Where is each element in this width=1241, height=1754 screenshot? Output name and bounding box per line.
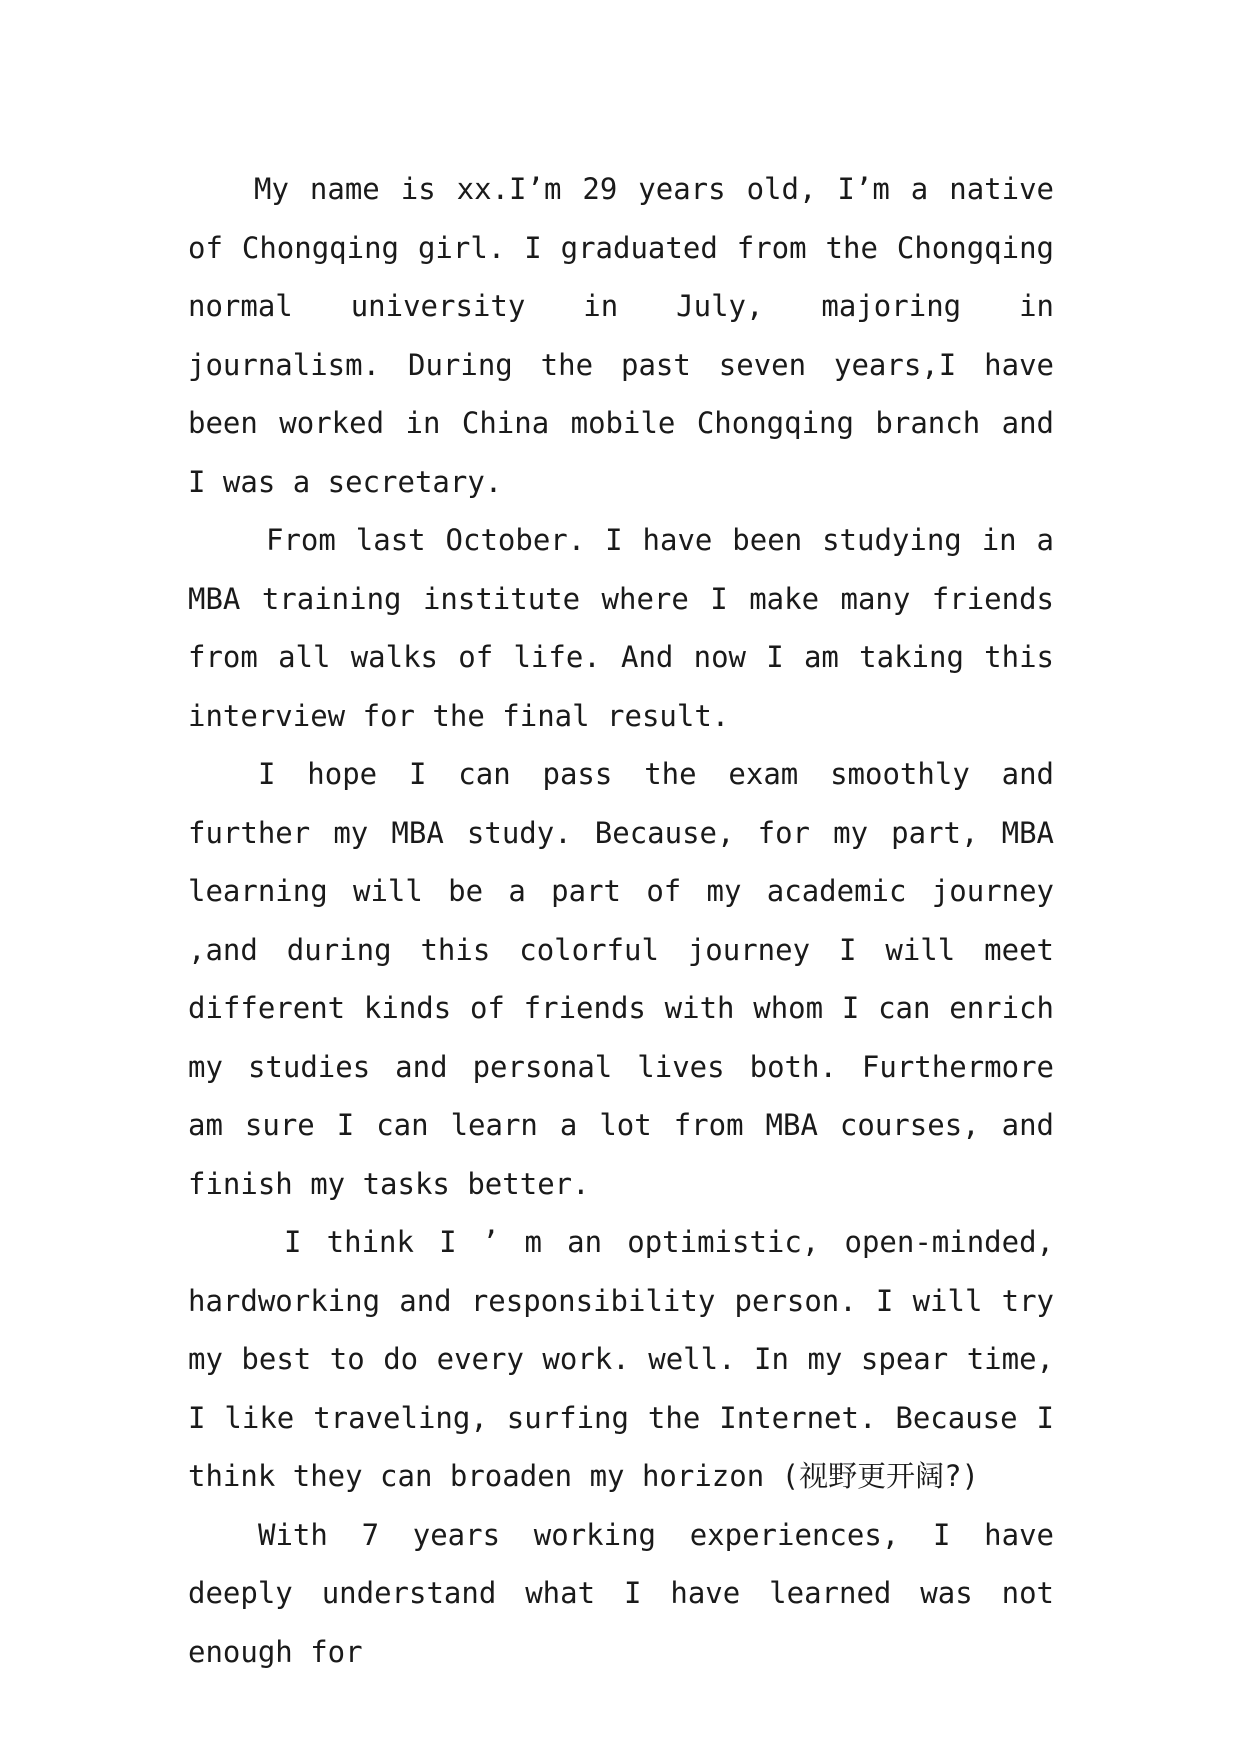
paragraph-introduction: My name is xx.I’m 29 years old, I’m a native of Chongqing girl. I graduated from the Chongqing normal university in July, majoring in journalism. During the past seven years,I have been worked in China mobile Chongqing branch and I was a secretary. xyxy=(188,172,1054,499)
paragraph-mba-training: From last October. I have been studying in a MBA training institute where I make many friends from all walks of life. And now I am taking this interview for the final result. xyxy=(188,523,1054,733)
paragraph-personality: I think I ’ m an optimistic, open-minded, hardworking and responsibility person. I will try my best to do every work. well. In my spear time, I like traveling, surfing the Internet. Because I think they can broaden my horizon (视野更开阔?) xyxy=(188,1225,1054,1493)
document-body xyxy=(188,160,1054,1681)
paragraph-mba-goals: I hope I can pass the exam smoothly and further my MBA study. Because, for my part, MBA learning will be a part of my academic journey ,and during this colorful journey I will meet different kinds of friends with whom I can enrich my studies and personal lives both. Furthermore am sure I can learn a lot from MBA courses, and finish my tasks better. xyxy=(188,757,1054,1201)
paragraph-experience: With 7 years working experiences, I have deeply understand what I have learned was not enough for xyxy=(188,1517,1054,1669)
